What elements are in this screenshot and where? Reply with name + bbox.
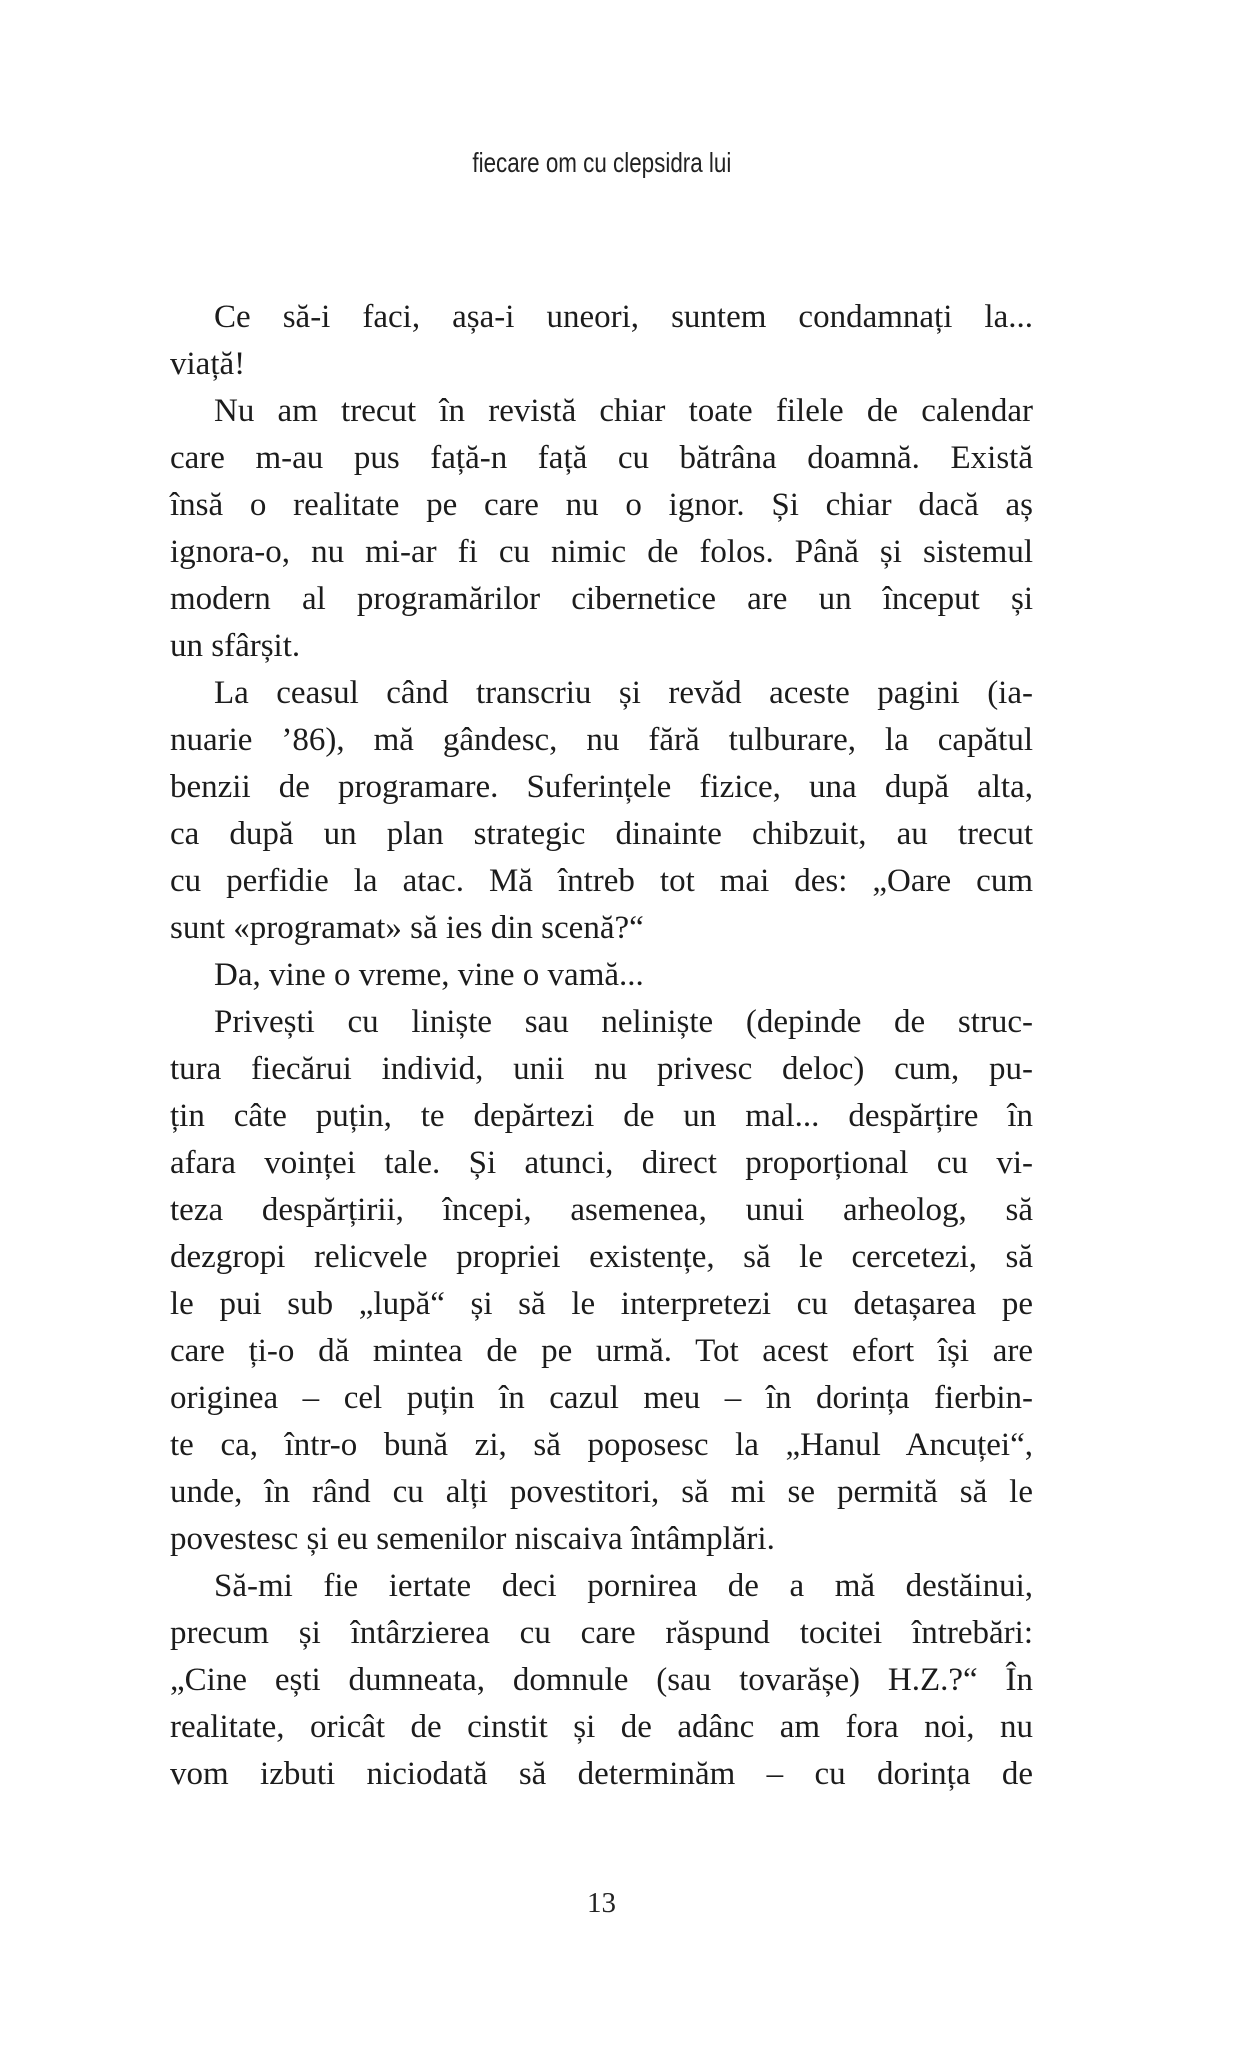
running-header-text: fiecare om cu clepsidra lui [472,147,731,178]
text-line: te ca, într-o bună zi, să poposesc la „Hanul Ancuței“, [170,1427,1033,1463]
paragraph [170,952,1033,999]
page-number: 13 [587,1887,616,1919]
text-line: nuarie ’86), mă gândesc, nu fără tulburare, la capătul [170,722,1033,758]
text-line: originea – cel puțin în cazul meu – în dorința fierbin- [170,1380,1033,1416]
text-line: cu perfidie la atac. Mă întreb tot mai des: „Oare cum [170,863,1033,899]
text-line: Ce să-i faci, așa-i uneori, suntem condamnați la... [214,299,1033,335]
text-line: țin câte puțin, te depărtezi de un mal... despărțire în [170,1098,1033,1134]
text-line: tura fiecărui individ, unii nu privesc deloc) cum, pu- [170,1051,1033,1087]
text-line: dezgropi relicvele propriei existențe, să le cercetezi, să [170,1239,1033,1275]
paragraph [170,999,1033,1563]
text-line: teza despărțirii, începi, asemenea, unui arheolog, să [170,1192,1033,1228]
text-line: unde, în rând cu alți povestitori, să mi se permită să le [170,1474,1033,1510]
text-line: le pui sub „lupă“ și să le interpretezi cu detașarea pe [170,1286,1033,1322]
paragraph [170,670,1033,952]
paragraph [170,294,1033,388]
running-header [170,148,1033,179]
text-line: La ceasul când transcriu și revăd aceste pagini (ia- [214,675,1033,711]
text-line: ca după un plan strategic dinainte chibzuit, au trecut [170,816,1033,852]
text-line: vom izbuti niciodată să determinăm – cu dorința de [170,1756,1033,1792]
text-line: „Cine ești dumneata, domnule (sau tovarășe) H.Z.?“ În [170,1662,1033,1698]
text-line: Să-mi fie iertate deci pornirea de a mă destăinui, [214,1568,1033,1604]
text-line: precum și întârzierea cu care răspund tocitei întrebări: [170,1615,1033,1651]
text-line: sunt «programat» să ies din scenă?“ [170,910,644,946]
text-line: care m-au pus față-n față cu bătrâna doamnă. Există [170,440,1033,476]
page-body-text [170,294,1033,1798]
text-line: realitate, oricât de cinstit și de adânc am fora noi, nu [170,1709,1033,1745]
paragraph [170,1563,1033,1798]
text-line: ignora-o, nu mi-ar fi cu nimic de folos. Până și sistemul [170,534,1033,570]
text-line: însă o realitate pe care nu o ignor. Și chiar dacă aș [170,487,1033,523]
text-line: care ți-o dă mintea de pe urmă. Tot acest efort își are [170,1333,1033,1369]
text-line: benzii de programare. Suferințele fizice, una după alta, [170,769,1033,805]
text-line: un sfârșit. [170,628,301,664]
paragraph [170,388,1033,670]
text-line: afara voinței tale. Și atunci, direct proporțional cu vi- [170,1145,1033,1181]
text-line: Nu am trecut în revistă chiar toate filele de calendar [214,393,1033,429]
text-line: modern al programărilor cibernetice are un început și [170,581,1033,617]
text-line: Da, vine o vreme, vine o vamă... [214,957,644,993]
text-line: povestesc și eu semenilor niscaiva întâmplări. [170,1521,775,1557]
text-line: viață! [170,346,246,382]
text-line: Privești cu liniște sau neliniște (depinde de struc- [214,1004,1033,1040]
